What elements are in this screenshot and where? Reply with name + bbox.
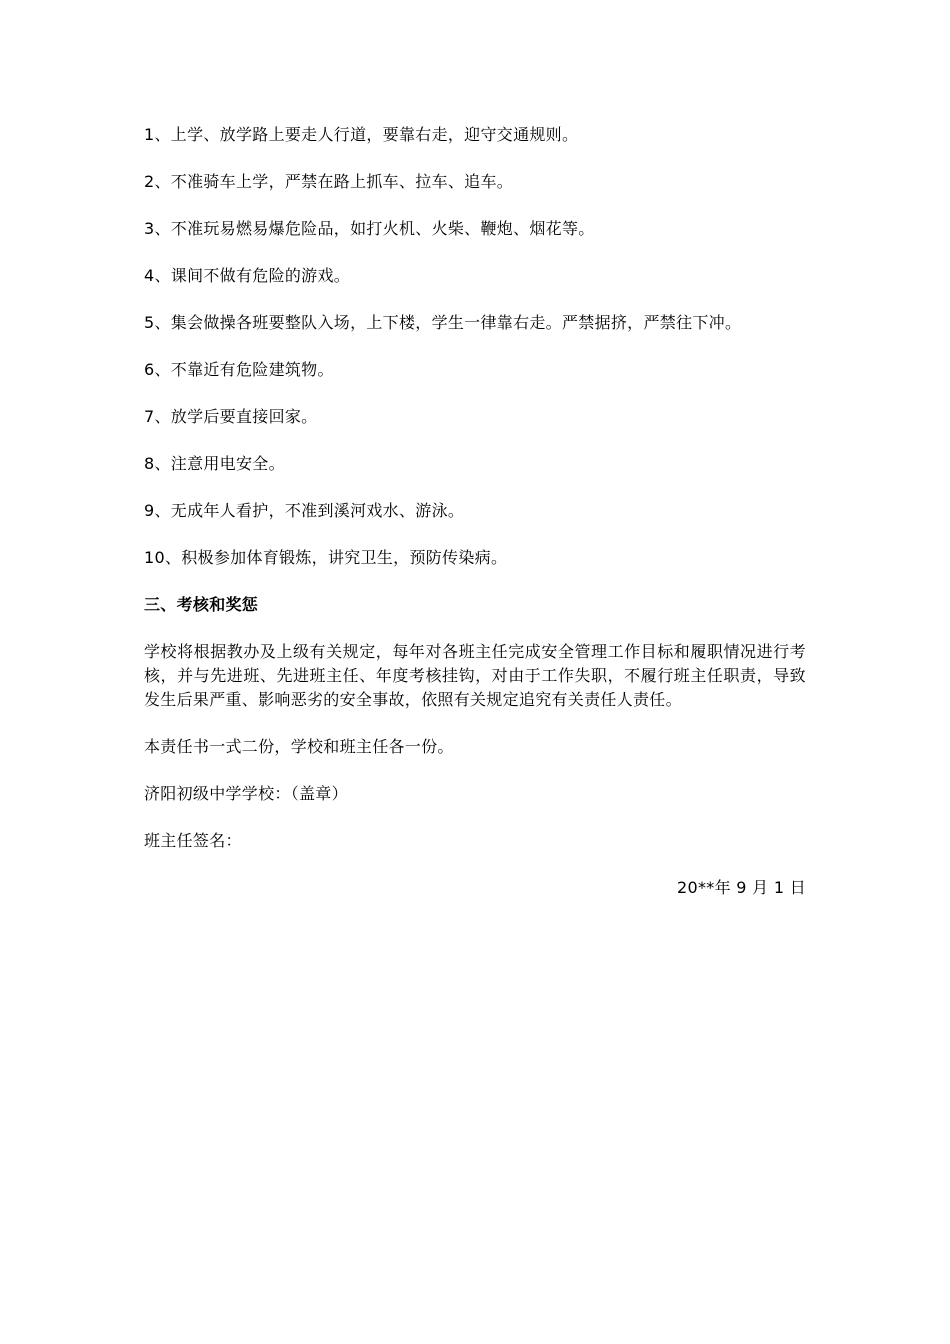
rule-item-3: 3、不准玩易燃易爆危险品，如打火机、火柴、鞭炮、烟花等。 bbox=[144, 219, 595, 238]
rule-item-10: 10、积极参加体育锻炼，讲究卫生，预防传染病。 bbox=[144, 548, 508, 567]
rule-item-8: 8、注意用电安全。 bbox=[144, 454, 285, 473]
teacher-signature-line: 班主任签名： bbox=[144, 831, 242, 850]
document-page bbox=[144, 123, 806, 923]
rule-item-9: 9、无成年人看护，不准到溪河戏水、游泳。 bbox=[144, 501, 465, 520]
document-date: 20**年 9 月 1 日 bbox=[677, 878, 806, 897]
rule-item-5: 5、集会做操各班要整队入场，上下楼，学生一律靠右走。严禁据挤，严禁往下冲。 bbox=[144, 313, 742, 332]
copies-note: 本责任书一式二份，学校和班主任各一份。 bbox=[144, 737, 454, 756]
rule-item-1: 1、上学、放学路上要走人行道，要靠右走，迎守交通规则。 bbox=[144, 125, 579, 144]
section-heading: 三、考核和奖惩 bbox=[144, 595, 259, 614]
school-signature-line: 济阳初级中学学校：（盖章） bbox=[144, 784, 348, 803]
rule-item-7: 7、放学后要直接回家。 bbox=[144, 407, 318, 426]
assessment-paragraph: 学校将根据教办及上级有关规定，每年对各班主任完成安全管理工作目标和履职情况进行考核，并与先进班、先进班主任、年度考核挂钩，对由于工作失职，不履行班主任职责，导致发生后果严重、影响恶劣的安全事故，依照有关规定追究有关责任人责任。 bbox=[144, 642, 806, 709]
rule-item-6: 6、不靠近有危险建筑物。 bbox=[144, 360, 334, 379]
rule-item-4: 4、课间不做有危险的游戏。 bbox=[144, 266, 351, 285]
rule-item-2: 2、不准骑车上学，严禁在路上抓车、拉车、追车。 bbox=[144, 172, 514, 191]
